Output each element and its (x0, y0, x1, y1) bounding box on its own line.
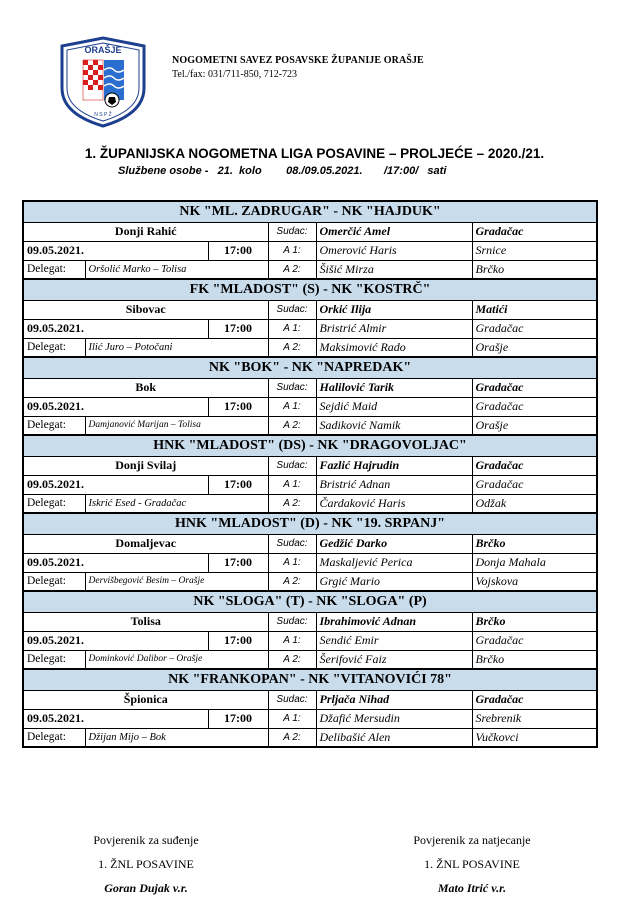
assistant2-label: A 2: (268, 572, 316, 591)
signature-competition-commissioner (372, 828, 572, 900)
delegate-label: Delegat: (23, 416, 85, 435)
referee-label: Sudac: (268, 378, 316, 397)
referee-name: Prljača Nihad (316, 690, 472, 709)
assistant1-city: Gradačac (472, 475, 597, 494)
match-time: 17:00 (208, 709, 268, 728)
signature-role: Povjerenik za suđenje (93, 833, 199, 847)
assistant2-name: Čardaković Haris (316, 494, 472, 513)
signature-name: Goran Dujak v.r. (104, 881, 188, 895)
delegate-name: Oršolić Marko – Tolisa (85, 260, 268, 279)
match-teams (23, 435, 597, 456)
referee-name: Ibrahimović Adnan (316, 612, 472, 631)
delegate-label: Delegat: (23, 494, 85, 513)
match-time: 17:00 (208, 553, 268, 572)
delegate-name: Iskrić Esed - Gradačac (85, 494, 268, 513)
match-venue: Tolisa (23, 612, 268, 631)
teams-separator: - (280, 359, 292, 375)
assistant2-name: Sadiković Namik (316, 416, 472, 435)
referee-label: Sudac: (268, 300, 316, 319)
match-date: 09.05.2021. (23, 319, 208, 338)
teams-separator: - (319, 281, 332, 297)
teams-separator: - (304, 593, 317, 609)
signature-league: 1. ŽNL POSAVINE (424, 857, 520, 871)
assistant2-city: Brčko (472, 260, 597, 279)
referee-city: Gradačac (472, 690, 597, 709)
referee-city: Gradačac (472, 378, 597, 397)
assistant2-label: A 2: (268, 260, 316, 279)
match-date: 09.05.2021. (23, 241, 208, 260)
assistant1-city: Gradačac (472, 397, 597, 416)
match-assistant1-row (23, 553, 597, 572)
match-teams (23, 201, 597, 222)
delegate-name: Dervišbegović Besim – Orašje (85, 572, 268, 591)
match-venue: Donji Svilaj (23, 456, 268, 475)
assistant1-city: Srebrenik (472, 709, 597, 728)
match-assistant2-row (23, 260, 597, 279)
match-teams (23, 357, 597, 378)
match-date: 09.05.2021. (23, 475, 208, 494)
assistant2-label: A 2: (268, 494, 316, 513)
match-assistant1-row (23, 241, 597, 260)
assistant1-label: A 1: (268, 397, 316, 416)
svg-text:N S P Ž: N S P Ž (94, 112, 112, 118)
away-team: NK "NAPREDAK" (291, 359, 412, 375)
match-venue: Špionica (23, 690, 268, 709)
referee-label: Sudac: (268, 612, 316, 631)
assistant1-label: A 1: (268, 475, 316, 494)
match-assistant2-row (23, 572, 597, 591)
delegate-name: Džijan Mijo – Bok (85, 728, 268, 747)
match-time: 17:00 (208, 241, 268, 260)
teams-separator: - (319, 515, 332, 531)
referee-name: Fazlić Hajrudin (316, 456, 472, 475)
assistant1-label: A 1: (268, 553, 316, 572)
match-header-row (23, 357, 597, 378)
assistant2-city: Orašje (472, 416, 597, 435)
referee-label: Sudac: (268, 690, 316, 709)
delegate-label: Delegat: (23, 728, 85, 747)
match-assistant2-row (23, 338, 597, 357)
subtitle-dates: 08./09.05.2021. (286, 165, 363, 177)
referee-name: Omerčić Amel (316, 222, 472, 241)
assistant2-label: A 2: (268, 338, 316, 357)
assistant1-name: Džafić Mersudin (316, 709, 472, 728)
away-team: NK "KOSTRČ" (331, 281, 431, 297)
referee-city: Matići (472, 300, 597, 319)
delegate-name: Dominković Dalibor – Orašje (85, 650, 268, 669)
away-team: NK "VITANOVIĆI 78" (308, 671, 452, 687)
match-header-row (23, 435, 597, 456)
signature-name: Mato Itrić v.r. (437, 881, 507, 895)
home-team: NK "ML. ZADRUGAR" (179, 203, 330, 219)
match-assistant2-row (23, 728, 597, 747)
match-referee-row (23, 534, 597, 553)
subtitle-round: 21. kolo (217, 165, 262, 177)
assistant1-name: Maskaljević Perica (316, 553, 472, 572)
page-subtitle (118, 165, 446, 177)
match-referee-row (23, 222, 597, 241)
assistant2-name: Grgić Mario (316, 572, 472, 591)
assistant2-name: Šišić Mirza (316, 260, 472, 279)
match-time: 17:00 (208, 397, 268, 416)
home-team: NK "BOK" (208, 359, 281, 375)
home-team: NK "FRANKOPAN" (168, 671, 297, 687)
assistant2-name: Šerifović Faiz (316, 650, 472, 669)
assistant1-name: Sejdić Maid (316, 397, 472, 416)
teams-separator: - (305, 437, 318, 453)
assistant2-name: Delibašić Alen (316, 728, 472, 747)
assistant2-city: Odžak (472, 494, 597, 513)
match-time: 17:00 (208, 319, 268, 338)
teams-separator: - (329, 203, 342, 219)
referee-label: Sudac: (268, 222, 316, 241)
referee-city: Gradačac (472, 456, 597, 475)
match-header-row (23, 591, 597, 612)
matches-table (22, 200, 598, 748)
match-teams (23, 591, 597, 612)
delegate-name: Damjanović Marijan – Tolisa (85, 416, 268, 435)
assistant1-label: A 1: (268, 709, 316, 728)
match-referee-row (23, 690, 597, 709)
subtitle-label: Službene osobe - (118, 165, 209, 177)
match-assistant2-row (23, 494, 597, 513)
match-venue: Donji Rahić (23, 222, 268, 241)
home-team: NK "SLOGA" (T) (193, 593, 305, 609)
signature-league: 1. ŽNL POSAVINE (98, 857, 194, 871)
referee-name: Orkić Ilija (316, 300, 472, 319)
assistant1-label: A 1: (268, 319, 316, 338)
referee-name: Gedžić Darko (316, 534, 472, 553)
assistant2-city: Brčko (472, 650, 597, 669)
match-time: 17:00 (208, 475, 268, 494)
subtitle-time: /17:00/ sati (384, 165, 447, 177)
assistant1-name: Sendić Emir (316, 631, 472, 650)
assistant1-city: Gradačac (472, 631, 597, 650)
match-time: 17:00 (208, 631, 268, 650)
assistant2-label: A 2: (268, 416, 316, 435)
assistant2-label: A 2: (268, 650, 316, 669)
match-assistant1-row (23, 709, 597, 728)
referee-city: Brčko (472, 612, 597, 631)
match-date: 09.05.2021. (23, 397, 208, 416)
home-team: FK "MLADOST" (S) (189, 281, 320, 297)
assistant2-label: A 2: (268, 728, 316, 747)
match-assistant2-row (23, 650, 597, 669)
svg-text:ORAŠJE: ORAŠJE (84, 45, 122, 55)
assistant1-city: Donja Mahala (472, 553, 597, 572)
match-header-row (23, 669, 597, 690)
page-title: 1. ŽUPANIJSKA NOGOMETNA LIGA POSAVINE – PROLJEĆE – 2020./21. (84, 146, 545, 161)
assistant1-city: Srnice (472, 241, 597, 260)
away-team: NK "19. SRPANJ" (331, 515, 446, 531)
referee-name: Halilović Tarik (316, 378, 472, 397)
home-team: HNK "MLADOST" (D) (175, 515, 320, 531)
match-assistant1-row (23, 631, 597, 650)
referee-city: Brčko (472, 534, 597, 553)
match-referee-row (23, 378, 597, 397)
federation-logo (60, 36, 146, 128)
match-referee-row (23, 300, 597, 319)
assistant1-label: A 1: (268, 631, 316, 650)
assistant2-city: Vučkovci (472, 728, 597, 747)
match-venue: Bok (23, 378, 268, 397)
match-teams (23, 513, 597, 534)
assistant2-city: Orašje (472, 338, 597, 357)
assistant2-name: Maksimović Rado (316, 338, 472, 357)
referee-label: Sudac: (268, 534, 316, 553)
delegate-name: Ilić Juro – Potočani (85, 338, 268, 357)
assistant1-name: Bristrić Almir (316, 319, 472, 338)
away-team: NK "SLOGA" (P) (316, 593, 427, 609)
assistant1-name: Omerović Haris (316, 241, 472, 260)
match-header-row (23, 279, 597, 300)
assistant1-city: Gradačac (472, 319, 597, 338)
match-assistant1-row (23, 475, 597, 494)
organization-contact: Tel./fax: 031/711-850, 712-723 (172, 69, 298, 80)
match-teams (23, 279, 597, 300)
matches-list (22, 200, 596, 748)
delegate-label: Delegat: (23, 572, 85, 591)
match-venue: Sibovac (23, 300, 268, 319)
assistant1-name: Bristrić Adnan (316, 475, 472, 494)
teams-separator: - (296, 671, 309, 687)
signature-referee-commissioner (46, 828, 246, 900)
away-team: NK "DRAGOVOLJAC" (317, 437, 467, 453)
match-header-row (23, 201, 597, 222)
assistant1-label: A 1: (268, 241, 316, 260)
referee-label: Sudac: (268, 456, 316, 475)
assistant2-city: Vojskova (472, 572, 597, 591)
match-assistant1-row (23, 397, 597, 416)
delegate-label: Delegat: (23, 338, 85, 357)
delegate-label: Delegat: (23, 260, 85, 279)
match-referee-row (23, 612, 597, 631)
referee-city: Gradačac (472, 222, 597, 241)
match-header-row (23, 513, 597, 534)
match-date: 09.05.2021. (23, 709, 208, 728)
away-team: NK "HAJDUK" (341, 203, 441, 219)
match-referee-row (23, 456, 597, 475)
organization-name: NOGOMETNI SAVEZ POSAVSKE ŽUPANIJE ORAŠJE (172, 55, 424, 66)
match-teams (23, 669, 597, 690)
match-date: 09.05.2021. (23, 631, 208, 650)
delegate-label: Delegat: (23, 650, 85, 669)
home-team: HNK "MLADOST" (DS) (153, 437, 306, 453)
match-assistant1-row (23, 319, 597, 338)
match-venue: Domaljevac (23, 534, 268, 553)
match-assistant2-row (23, 416, 597, 435)
match-date: 09.05.2021. (23, 553, 208, 572)
signature-role: Povjerenik za natjecanje (413, 833, 531, 847)
